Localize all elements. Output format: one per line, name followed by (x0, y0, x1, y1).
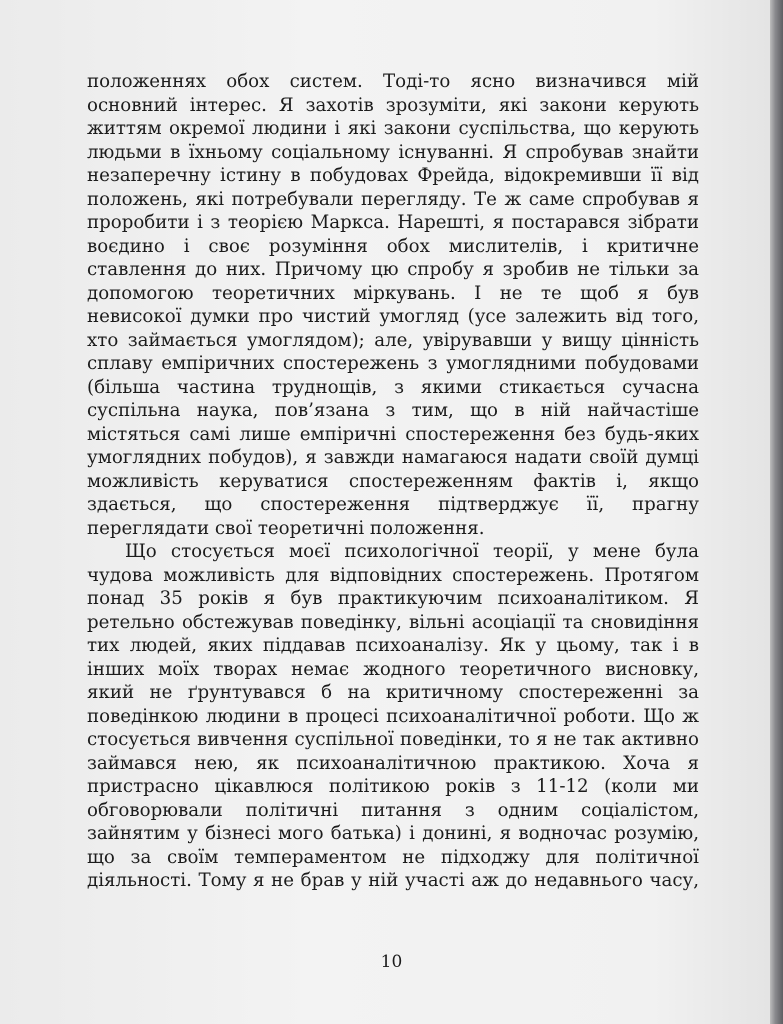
text-line: незаперечну істину в побудовах Фрейда, відокремивши її від (87, 165, 699, 186)
text-line: який не ґрунтувався б на критичному спостереженні за (87, 682, 699, 703)
text-line: що за своїм темпераментом не підходжу для політичної (87, 846, 699, 868)
text-line: здається, що спостереження підтверджує її, прагну (87, 494, 699, 515)
text-line: понад 35 років я був практикуючим психоаналітиком. Я (87, 588, 699, 609)
text-line: обговорювали політичні питання з одним соціалістом, (87, 799, 699, 821)
text-line: життям окремої людини і які закони суспільства, що керують (87, 118, 699, 139)
text-line: містяться самі лише емпіричні спостереження без будь-яких (87, 423, 699, 445)
text-line: пристрасно цікавлюся політикою років з 11-12 (коли ми (87, 776, 699, 797)
text-line: положень, які потребували перегляду. Те ж саме спробував я (87, 188, 699, 210)
text-line: діяльності. Тому я не брав у ній участі аж до недавнього часу, (87, 870, 699, 891)
text-line: тих людей, яких піддавав психоаналізу. Як у цьому, так і в (87, 635, 699, 656)
text-line: ретельно обстежував поведінку, вільні асоціації та сновидіння (87, 611, 699, 633)
text-line: положеннях обох систем. Тоді-то ясно визначився мій (87, 71, 699, 92)
text-line: хто займається умоглядом); але, увірувавши у вищу цінність (87, 329, 699, 351)
text-line: невисокої думки про чистий умогляд (усе залежить від того, (87, 306, 699, 327)
text-line: ставлення до них. Причому цю спробу я зробив не тільки за (87, 259, 699, 280)
text-line: поведінкою людини в процесі психоаналітичної роботи. Що ж (87, 705, 699, 727)
text-line: воєдино і своє розуміння обох мислителів, і критичне (87, 235, 699, 257)
text-line: зайнятим у бізнесі мого батька) і донині, я водночас розумію, (87, 823, 699, 844)
text-line: допомогою теоретичних міркувань. І не те щоб я був (87, 282, 699, 304)
text-line: сплаву емпіричних спостережень з умоглядними побудовами (87, 353, 699, 374)
text-line: інших моїх творах немає жодного теоретичного висновку, (87, 658, 699, 680)
text-line: умоглядних побудов), я завжди намагаюся надати своїй думці (87, 447, 699, 468)
page-number: 10 (380, 952, 403, 972)
text-line: стосується вивчення суспільної поведінки, то я не так активно (87, 729, 699, 750)
body-text (87, 70, 699, 893)
text-line: (більша частина труднощів, з якими стикається сучасна (87, 376, 699, 398)
text-line: основний інтерес. Я захотів зрозуміти, які закони керують (87, 94, 699, 116)
text-line: проробити і з теорією Маркса. Нарешті, я постарався зібрати (87, 212, 699, 233)
text-line: людьми в їхньому соціальному існуванні. Я спробував знайти (87, 141, 699, 163)
text-line: чудова можливість для відповідних спостережень. Протягом (87, 564, 699, 586)
text-line: займався нею, як психоаналітичною практикою. Хоча я (87, 752, 699, 774)
page-edge (770, 0, 783, 1024)
text-line: суспільна наука, пов’язана з тим, що в ній найчастіше (87, 400, 699, 421)
text-line: Що стосується моєї психологічної теорії, у мене була (125, 541, 699, 562)
text-line: переглядати свої теоретичні положення. (87, 517, 485, 539)
text-line: можливість керуватися спостереженням фактів і, якщо (87, 470, 699, 492)
